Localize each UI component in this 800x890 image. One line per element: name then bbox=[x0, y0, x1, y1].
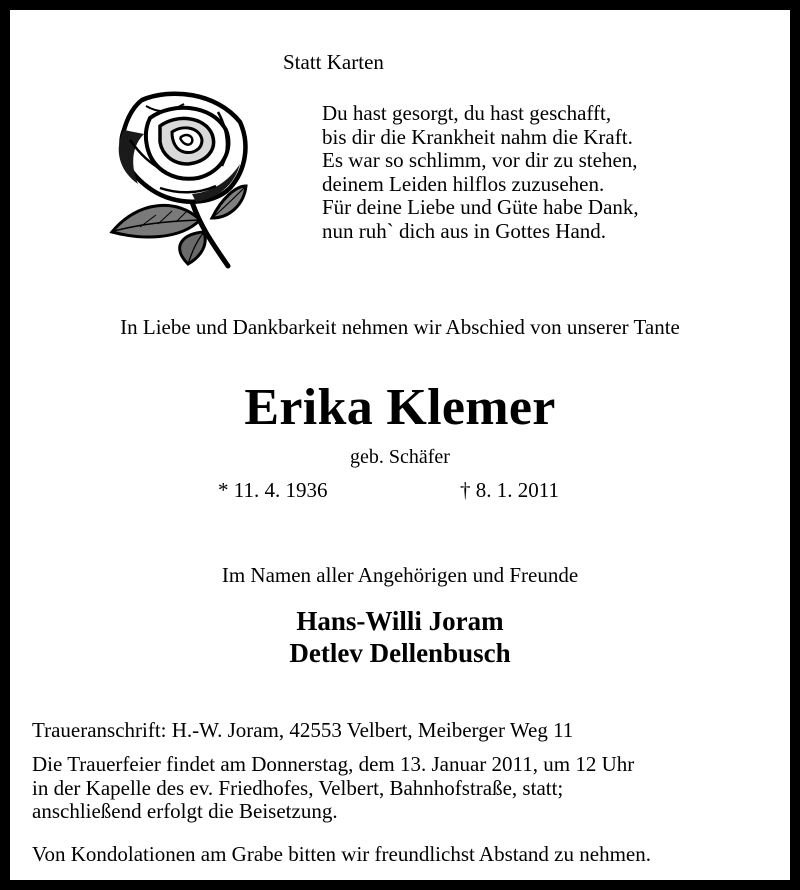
death-date: † 8. 1. 2011 bbox=[460, 478, 559, 502]
intro-text: In Liebe und Dankbarkeit nehmen wir Abschied von unserer Tante bbox=[120, 315, 680, 339]
ceremony-line: anschließend erfolgt die Beisetzung. bbox=[32, 799, 338, 823]
signer-name: Hans-Willi Joram bbox=[296, 606, 504, 636]
poem-line: Du hast gesorgt, du hast geschafft, bbox=[322, 101, 612, 125]
maiden-name: geb. Schäfer bbox=[350, 446, 450, 468]
ceremony-line: Die Trauerfeier findet am Donnerstag, dem 13. Januar 2011, um 12 Uhr bbox=[32, 752, 635, 776]
poem-line: deinem Leiden hilflos zuzusehen. bbox=[322, 171, 605, 196]
deceased-name: Erika Klemer bbox=[244, 379, 556, 436]
ceremony-line: in der Kapelle des ev. Friedhofes, Velbert, Bahnhofstraße, statt; bbox=[32, 775, 564, 800]
ceremony-info bbox=[32, 753, 634, 824]
poem bbox=[322, 102, 639, 243]
header-text: Statt Karten bbox=[283, 50, 384, 74]
condolences-note: Von Kondolationen am Grabe bitten wir freundlichst Abstand zu nehmen. bbox=[32, 842, 651, 866]
mourning-address: Traueranschrift: H.-W. Joram, 42553 Velbert, Meiberger Weg 11 bbox=[32, 718, 574, 742]
poem-line: Es war so schlimm, vor dir zu stehen, bbox=[322, 148, 638, 172]
signer-name: Detlev Dellenbusch bbox=[289, 638, 511, 668]
birth-date: * 11. 4. 1936 bbox=[218, 478, 328, 502]
poem-line: Für deine Liebe und Güte habe Dank, bbox=[322, 195, 639, 219]
rose-icon bbox=[100, 90, 250, 270]
poem-line: nun ruh` dich aus in Gottes Hand. bbox=[322, 218, 607, 243]
poem-line: bis dir die Krankheit nahm die Kraft. bbox=[322, 124, 633, 149]
relatives-line: Im Namen aller Angehörigen und Freunde bbox=[221, 563, 579, 587]
